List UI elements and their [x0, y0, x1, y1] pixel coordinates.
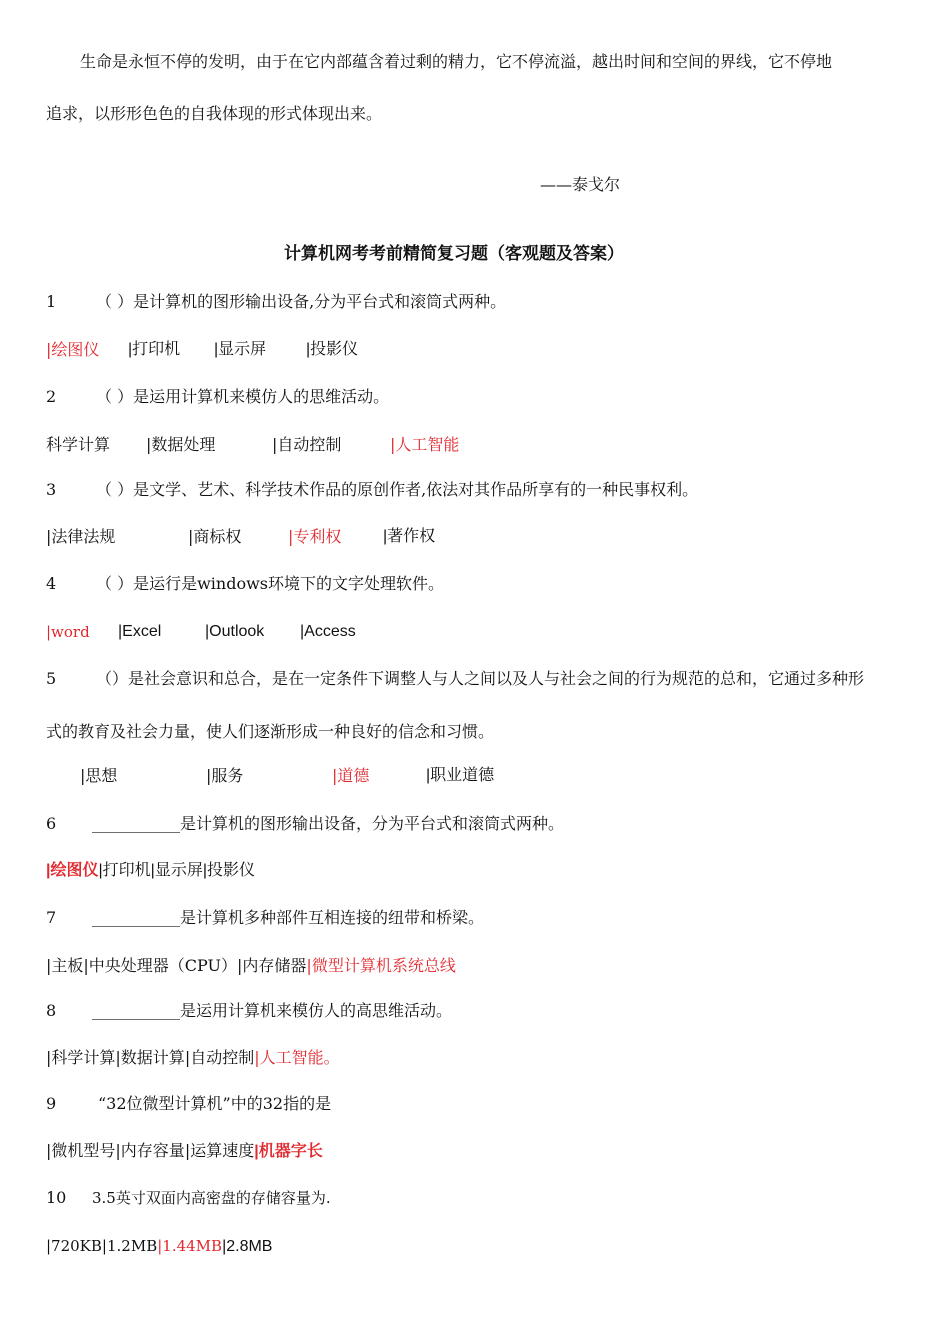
- answer-option: |打印机: [98, 862, 151, 879]
- answer-option: |服务: [206, 766, 244, 785]
- answer-option: |Outlook: [205, 623, 265, 640]
- answer-option: |1.2MB: [101, 1237, 158, 1255]
- epigraph-line-2: 追求，以形形色色的自我体现的形式体现出来。: [46, 104, 383, 123]
- question-number: 9: [46, 1094, 57, 1113]
- question-text: “32位微型计算机”中的32指的是: [98, 1094, 332, 1113]
- answer-option: |微机型号: [46, 1141, 116, 1160]
- answer-option: |自动控制: [184, 1048, 255, 1067]
- answer-options-row: [46, 1048, 340, 1068]
- question-text: （ ）是运用计算机来模仿人的思维活动。: [96, 387, 390, 406]
- question-number: 1: [46, 292, 57, 311]
- answer-option: |绘图仪: [46, 862, 99, 879]
- page-title: 计算机网考考前精简复习题（客观题及答案）: [284, 244, 624, 264]
- answer-option: |绘图仪: [46, 340, 100, 359]
- answer-option: |职业道德: [426, 767, 495, 784]
- answer-option: |显示屏: [150, 862, 203, 879]
- answer-option: |人工智能。: [254, 1048, 340, 1067]
- answer-option: |微型计算机系统总线: [306, 956, 456, 975]
- question-text: （ ）是计算机的图形输出设备,分为平台式和滚筒式两种。: [96, 292, 507, 311]
- question-text: ___________是计算机多种部件互相连接的纽带和桥梁。: [92, 908, 485, 927]
- question-text: （）是社会意识和总合，是在一定条件下调整人与人之间以及人与社会之间的行为规范的总和，它通过多种形: [96, 669, 865, 688]
- answer-option: 科学计算: [46, 435, 111, 454]
- answer-option: |道德: [332, 766, 370, 785]
- answer-option: |投影仪: [306, 341, 359, 358]
- answer-option: |内存容量: [115, 1141, 185, 1160]
- question-text: ___________是运用计算机来模仿人的高思维活动。: [92, 1001, 453, 1020]
- answer-option: |2.8MB: [222, 1238, 273, 1255]
- question-number: 8: [46, 1001, 57, 1020]
- answer-options-row: [46, 956, 456, 976]
- answer-option: |科学计算: [46, 1048, 116, 1067]
- answer-option: |内存储器: [237, 956, 307, 975]
- answer-option: |人工智能: [390, 435, 460, 454]
- answer-option: |机器字长: [254, 1143, 323, 1160]
- question-number: 2: [46, 387, 57, 406]
- answer-option: |商标权: [188, 527, 242, 546]
- answer-option: |数据计算: [115, 1048, 185, 1067]
- answer-options-row: [46, 1236, 272, 1257]
- question-text-continued: 式的教育及社会力量，使人们逐渐形成一种良好的信念和习惯。: [46, 722, 495, 741]
- answer-option: |投影仪: [202, 862, 255, 879]
- answer-option: |著作权: [383, 528, 436, 545]
- answer-option: |Access: [300, 623, 356, 640]
- answer-option: |数据处理: [146, 435, 216, 454]
- epigraph-author: ——泰戈尔: [540, 175, 621, 194]
- answer-options-row: [46, 1141, 323, 1162]
- answer-option: |主板: [46, 956, 84, 975]
- answer-option: |720KB: [46, 1237, 102, 1255]
- answer-options-row: [46, 861, 255, 881]
- answer-option: |显示屏: [214, 341, 267, 358]
- question-number: 10: [46, 1188, 67, 1207]
- question-text: （ ）是运行是windows环境下的文字处理软件。: [96, 574, 444, 593]
- question-text: ___________是计算机的图形输出设备，分为平台式和滚筒式两种。: [92, 814, 565, 833]
- answer-option: |运算速度: [184, 1141, 255, 1160]
- question-number: 6: [46, 814, 57, 833]
- question-number: 5: [46, 669, 57, 688]
- epigraph-line-1: 生命是永恒不停的发明，由于在它内部蕴含着过剩的精力，它不停流溢，越出时间和空间的界线，它不停地: [80, 52, 833, 71]
- answer-option: |Excel: [118, 623, 162, 640]
- answer-option: |打印机: [128, 341, 181, 358]
- answer-option: |1.44MB: [157, 1237, 223, 1255]
- answer-option: |法律法规: [46, 527, 116, 546]
- question-number: 7: [46, 908, 57, 927]
- question-number: 3: [46, 480, 57, 499]
- answer-option: |自动控制: [272, 435, 342, 454]
- answer-option: |思想: [80, 766, 118, 785]
- question-text: （ ）是文学、艺术、科学技术作品的原创作者,依法对其作品所享有的一种民事权利。: [96, 480, 699, 499]
- question-text: 3.5英寸双面内高密盘的存储容量为.: [92, 1189, 331, 1207]
- answer-option: |专利权: [288, 527, 342, 546]
- answer-option: |中央处理器（CPU）: [83, 956, 238, 975]
- answer-option: |word: [46, 623, 90, 641]
- question-number: 4: [46, 574, 57, 593]
